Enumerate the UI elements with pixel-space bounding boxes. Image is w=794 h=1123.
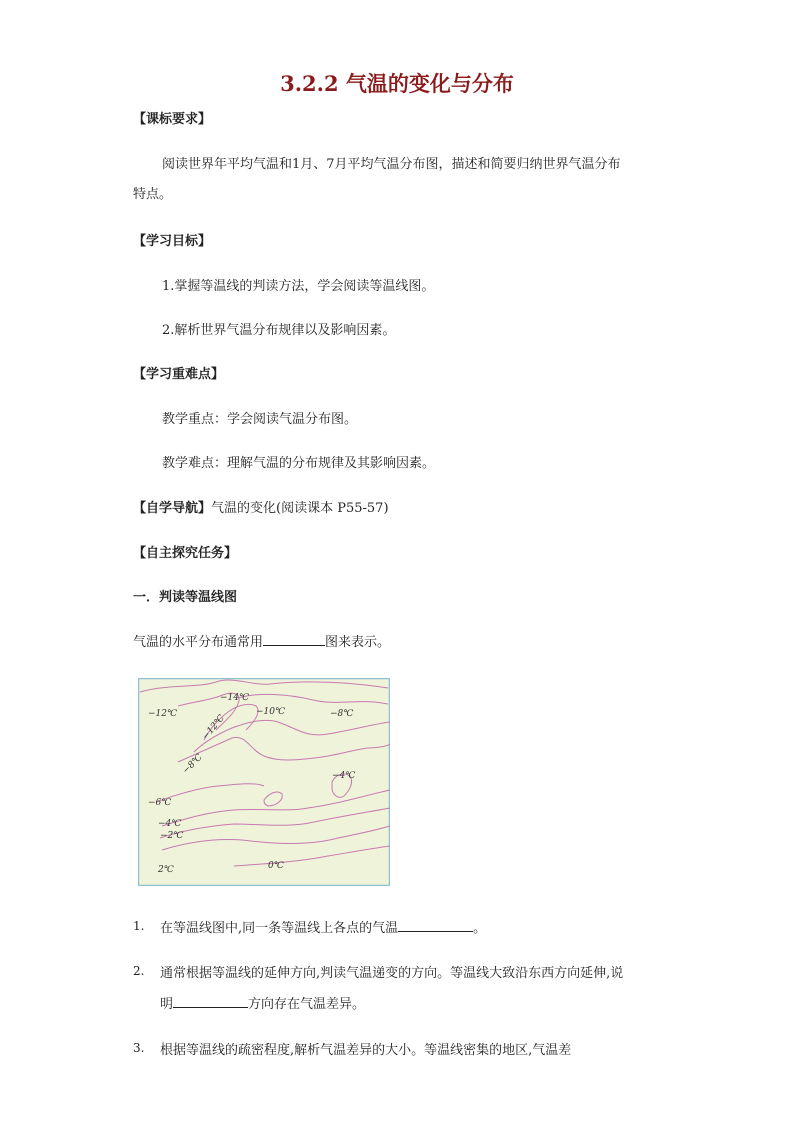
inquiry-sub-heading: 一．判读等温线图 bbox=[133, 590, 238, 605]
map-label: 2℃ bbox=[158, 865, 174, 875]
answer-blank[interactable] bbox=[173, 995, 248, 1008]
question-number: 1. bbox=[133, 919, 145, 933]
question-1-text: 在等温线图中,同一条等温线上各点的气温 bbox=[160, 921, 399, 936]
curriculum-text-line1: 阅读世界年平均气温和1月、7月平均气温分布图，描述和简要归纳世界气温分布 bbox=[162, 157, 621, 172]
self-study-heading: 【自学导航】 bbox=[133, 501, 212, 516]
self-study-text: 气温的变化(阅读课本 P55-57) bbox=[211, 501, 389, 516]
key-point-item: 教学难点：理解气温的分布规律及其影响因素。 bbox=[162, 456, 436, 471]
answer-blank[interactable] bbox=[398, 919, 473, 932]
curriculum-heading: 【课标要求】 bbox=[133, 112, 212, 127]
question-number: 3. bbox=[133, 1041, 145, 1055]
question-2-suffix: 方向存在气温差异。 bbox=[248, 997, 366, 1012]
question-2-line1: 通常根据等温线的延伸方向,判读气温递变的方向。等温线大致沿东西方向延伸,说 bbox=[160, 966, 624, 981]
map-label: 0℃ bbox=[268, 861, 284, 871]
isotherm-map bbox=[138, 678, 390, 886]
map-label: −8℃ bbox=[330, 709, 354, 719]
question-number: 2. bbox=[133, 964, 145, 978]
curriculum-text-line2: 特点。 bbox=[133, 187, 173, 202]
map-label: −2℃ bbox=[160, 831, 184, 841]
map-label: −4℃ bbox=[332, 771, 356, 781]
page-title: 3.2.2 气温的变化与分布 bbox=[280, 71, 514, 96]
key-points-heading: 【学习重难点】 bbox=[133, 367, 225, 382]
fill-in-line bbox=[133, 631, 390, 650]
question-1-end: 。 bbox=[473, 921, 487, 936]
map-label: −6℃ bbox=[148, 798, 172, 808]
question-2-line2 bbox=[160, 993, 365, 1012]
map-label: −14℃ bbox=[220, 693, 250, 703]
answer-blank[interactable] bbox=[263, 633, 325, 646]
question-3-line1: 根据等温线的疏密程度,解析气温差异的大小。等温线密集的地区,气温差 bbox=[160, 1043, 572, 1058]
objective-item: 1.掌握等温线的判读方法，学会阅读等温线图。 bbox=[162, 279, 435, 294]
fill-suffix: 图来表示。 bbox=[325, 635, 391, 650]
question-1 bbox=[160, 917, 486, 936]
map-label: −8℃ bbox=[181, 752, 205, 777]
key-point-item: 教学重点：学会阅读气温分布图。 bbox=[162, 412, 358, 427]
question-2-prefix: 明 bbox=[160, 997, 174, 1012]
map-label: −12℃ bbox=[200, 713, 227, 742]
fill-prefix: 气温的水平分布通常用 bbox=[133, 635, 264, 650]
inquiry-heading: 【自主探究任务】 bbox=[133, 546, 238, 561]
objective-item: 2.解析世界气温分布规律以及影响因素。 bbox=[162, 323, 396, 338]
map-label: −10℃ bbox=[256, 707, 286, 717]
map-label: −12℃ bbox=[148, 709, 178, 719]
self-study-line bbox=[133, 497, 389, 516]
objectives-heading: 【学习目标】 bbox=[133, 234, 212, 249]
map-label: −4℃ bbox=[158, 819, 182, 829]
